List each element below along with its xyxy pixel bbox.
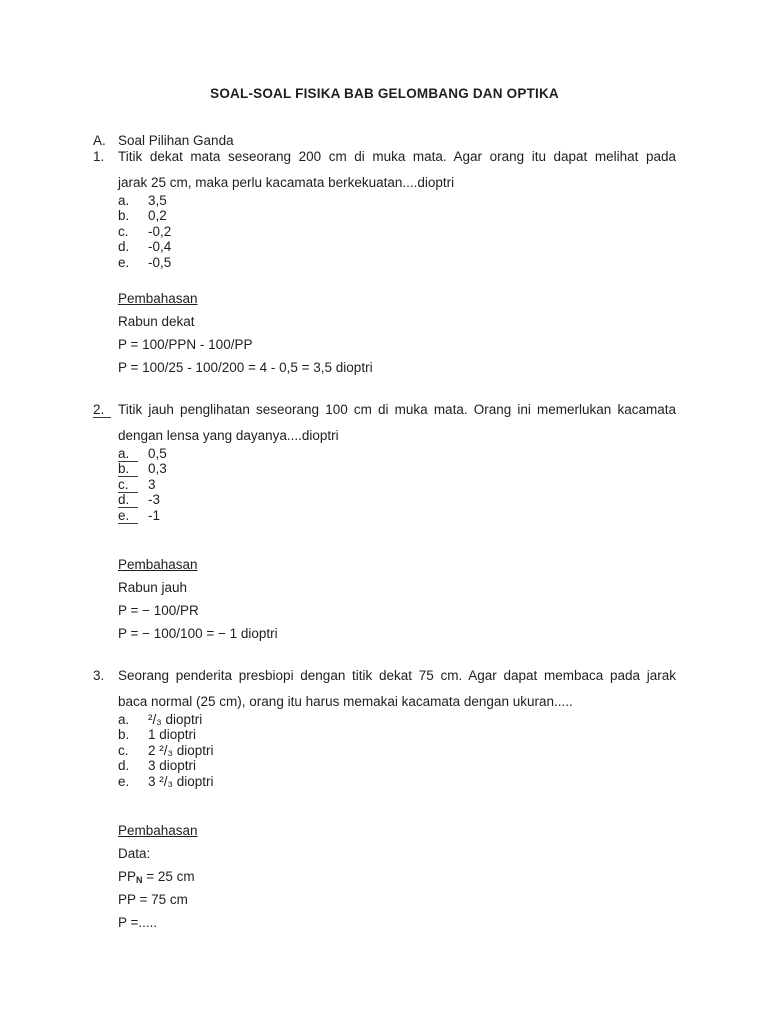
pembahasan-p-line: P =..... — [118, 915, 158, 931]
pembahasan-formula: P = 100/25 - 100/200 = 4 - 0,5 = 3,5 dioptri — [118, 360, 373, 376]
option-a — [118, 712, 676, 727]
question-2-options — [118, 446, 676, 523]
ppn-subscript: N — [136, 875, 143, 886]
option-value: 3 dioptri — [148, 758, 197, 774]
question-3-text-line-1: Seorang penderita presbiopi dengan titik dekat 75 cm. Agar dapat membaca pada jarak — [118, 668, 676, 684]
question-1 — [93, 149, 676, 379]
option-value: 3 — [148, 476, 156, 492]
question-3-text-line-2: baca normal (25 cm), orang itu harus memakai kacamata dengan ukuran..... — [118, 694, 573, 710]
option-label: b. — [118, 727, 130, 743]
option-label: e. — [118, 773, 130, 789]
option-label: c. — [118, 223, 129, 239]
section-title: Soal Pilihan Ganda — [118, 133, 234, 148]
pembahasan-heading: Pembahasan — [118, 823, 198, 839]
option-label: b. — [118, 208, 130, 224]
question-2-text-line-2: dengan lensa yang dayanya....dioptri — [118, 428, 339, 444]
option-value: 2 ²/₃ dioptri — [148, 742, 214, 758]
option-value: -3 — [148, 492, 161, 508]
option-d — [118, 492, 676, 507]
question-1-body — [118, 149, 676, 379]
option-a — [118, 193, 676, 208]
question-2-number: 2. — [93, 402, 118, 645]
question-1-pembahasan — [118, 287, 676, 379]
option-value: -1 — [148, 507, 161, 523]
option-value: 1 dioptri — [148, 727, 197, 743]
question-1-number: 1. — [93, 149, 105, 164]
option-value: 3 ²/₃ dioptri — [148, 773, 214, 789]
section-label: A. — [93, 133, 106, 148]
option-label: d. — [118, 239, 130, 255]
option-label: a. — [118, 193, 130, 208]
option-value: 3,5 — [148, 193, 167, 208]
option-label: e. — [118, 508, 148, 523]
pembahasan-formula: P = − 100/PR — [118, 603, 199, 619]
option-e — [118, 508, 676, 523]
question-1-options — [118, 193, 676, 270]
option-d — [118, 758, 676, 773]
question-3-pembahasan — [118, 819, 676, 934]
option-label: e. — [118, 254, 130, 270]
pembahasan-heading: Pembahasan — [118, 557, 198, 573]
option-c — [118, 743, 676, 758]
section-heading — [93, 133, 676, 149]
pembahasan-data-label: Data: — [118, 846, 151, 862]
pembahasan-pp-line: PP = 75 cm — [118, 892, 188, 908]
option-a — [118, 446, 676, 461]
option-b — [118, 461, 676, 476]
question-3-body — [118, 668, 676, 934]
question-1-text-line-2: jarak 25 cm, maka perlu kacamata berkekuatan....dioptri — [118, 175, 455, 190]
option-c — [118, 477, 676, 492]
option-value: ²/₃ dioptri — [148, 712, 203, 728]
pembahasan-formula: P = 100/PPN - 100/PP — [118, 337, 253, 353]
option-label: c. — [118, 742, 129, 758]
option-d — [118, 239, 676, 254]
question-1-text-line-1: Titik dekat mata seseorang 200 cm di muka mata. Agar orang itu dapat melihat pada — [118, 149, 676, 164]
option-value: 0,2 — [148, 208, 167, 224]
question-2-body — [118, 402, 676, 645]
pembahasan-ppn-line: $PP_N = 25$ cm — [118, 869, 195, 886]
option-value: 0,3 — [148, 461, 167, 477]
question-3-number: 3. — [93, 668, 105, 684]
question-3-options — [118, 712, 676, 789]
question-3 — [93, 668, 676, 934]
option-b — [118, 208, 676, 223]
option-label: c. — [118, 477, 148, 492]
pembahasan-formula: P = − 100/100 = − 1 dioptri — [118, 626, 278, 642]
pembahasan-heading: Pembahasan — [118, 291, 198, 307]
option-e — [118, 255, 676, 270]
option-c — [118, 224, 676, 239]
option-b — [118, 727, 676, 742]
document-title: SOAL-SOAL FISIKA BAB GELOMBANG DAN OPTIKA — [210, 86, 559, 101]
option-value: -0,2 — [148, 223, 172, 239]
option-label: a. — [118, 712, 130, 728]
option-label: d. — [118, 492, 148, 507]
option-label: b. — [118, 461, 148, 476]
option-e — [118, 774, 676, 789]
pembahasan-line: Rabun jauh — [118, 580, 188, 596]
option-value: -0,4 — [148, 239, 172, 255]
option-label: a. — [118, 446, 148, 461]
question-2 — [93, 402, 676, 645]
option-label: d. — [118, 758, 130, 774]
pembahasan-line: Rabun dekat — [118, 314, 195, 330]
question-2-pembahasan — [118, 553, 676, 645]
question-2-text-line-1: Titik jauh penglihatan seseorang 100 cm di muka mata. Orang ini memerlukan kacamata — [118, 402, 676, 418]
option-value: 0,5 — [148, 446, 167, 462]
option-value: -0,5 — [148, 254, 172, 270]
